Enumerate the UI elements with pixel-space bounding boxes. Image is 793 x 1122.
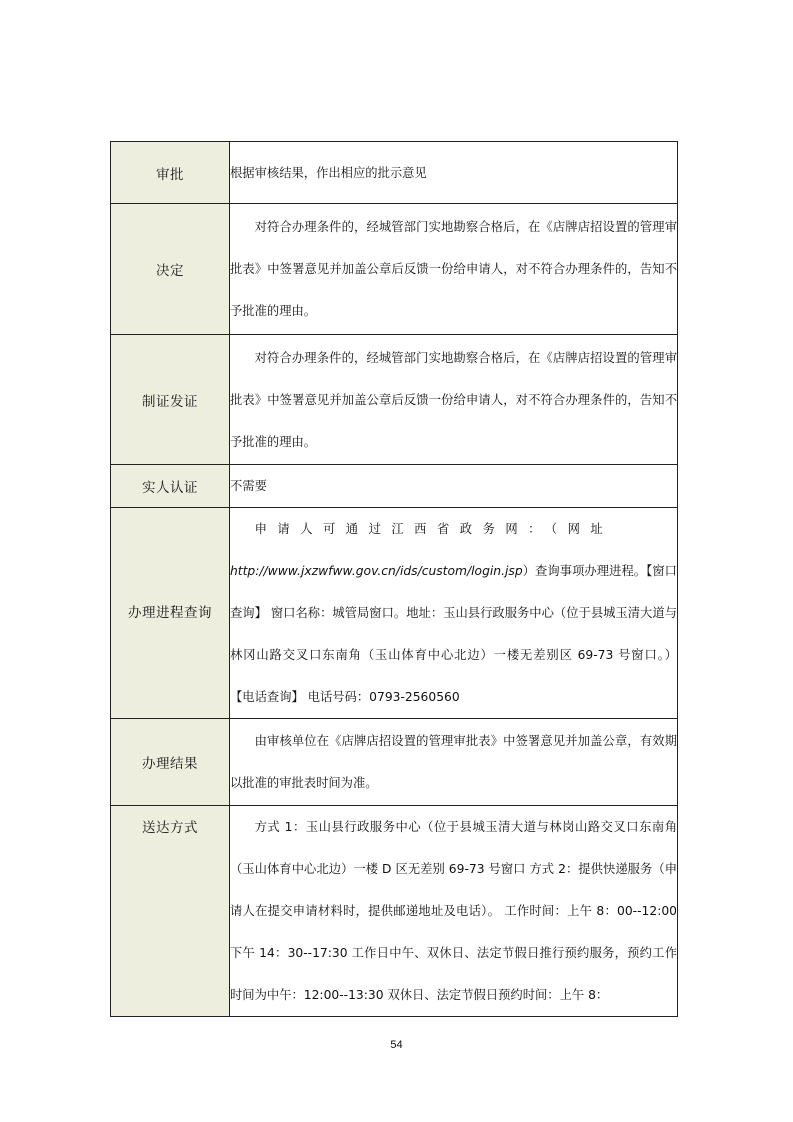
table-row-result (111, 719, 678, 806)
decision-text: 对符合办理条件的，经城管部门实地勘察合格后，在《店牌店招设置的管理审批表》中签署意见并加盖公章后反馈一份给申请人，对不符合办理条件的，告知不予批准的理由。 (230, 220, 677, 318)
service-guide-table (110, 141, 678, 1017)
delivery-text: 方式 1：玉山县行政服务中心（位于县城玉清大道与林岗山路交叉口东南角（玉山体育中心北边）一楼 D 区无差别 69-73 号窗口 方式 2：提供快递服务（申请人在提交申请材料时，提供邮递地址及电话）。 工作时间：上午 8：00--12:00 下午 14：30--17:30 工作日中午、双休日、法定节假日推行预约服务，预约工作时间为中午：12:00--13:30 双休日、法定节假日预约时间：上午 8： (230, 820, 677, 1002)
progress-details: 【窗口查询】 窗口名称：城管局窗口。地址：玉山县行政服务中心（位于县城玉清大道与林冈山路交叉口东南角（玉山体育中心北边）一楼无差别区 69-73 号窗口。） 【电话查询】 电话号码：0793-2560560 (230, 564, 677, 704)
table-row-decision (111, 204, 678, 335)
result-text: 由审核单位在《店牌店招设置的管理审批表》中签署意见并加盖公章，有效期以批准的审批表时间为准。 (230, 734, 677, 790)
progress-label: 办理进程查询 (128, 605, 212, 621)
table-row-certificate (111, 335, 678, 465)
row-content (230, 806, 678, 1017)
table-row-delivery (111, 806, 678, 1017)
row-label: 实人认证 (111, 465, 230, 508)
certificate-text: 对符合办理条件的，经城管部门实地勘察合格后，在《店牌店招设置的管理审批表》中签署意见并加盖公章后反馈一份给申请人，对不符合办理条件的，告知不予批准的理由。 (230, 350, 677, 449)
row-label (111, 508, 230, 719)
approval-text: 根据审核结果，作出相应的批示意见 (230, 165, 427, 180)
table-row-progress (111, 508, 678, 719)
progress-intro: 申请人可通过江西省政务网：（网址 (254, 522, 614, 536)
row-content (230, 204, 678, 335)
identity-text: 不需要 (230, 479, 267, 493)
row-content (230, 508, 678, 719)
row-content (230, 465, 678, 508)
progress-after-url: ）查询事项办理进程。 (522, 564, 647, 578)
row-content (230, 719, 678, 806)
row-content (230, 335, 678, 465)
table-row-approval (111, 142, 678, 204)
page-number: 54 (390, 1039, 403, 1051)
row-label: 办理结果 (111, 719, 230, 806)
row-label: 制证发证 (111, 335, 230, 465)
progress-url: http://www.jxzwfww.gov.cn/ids/custom/login.jsp (230, 564, 523, 578)
row-label: 决定 (111, 204, 230, 335)
row-content (230, 142, 678, 204)
progress-text (230, 508, 677, 718)
table-row-identity (111, 465, 678, 508)
row-label: 审批 (111, 142, 230, 204)
row-label: 送达方式 (111, 806, 230, 1017)
